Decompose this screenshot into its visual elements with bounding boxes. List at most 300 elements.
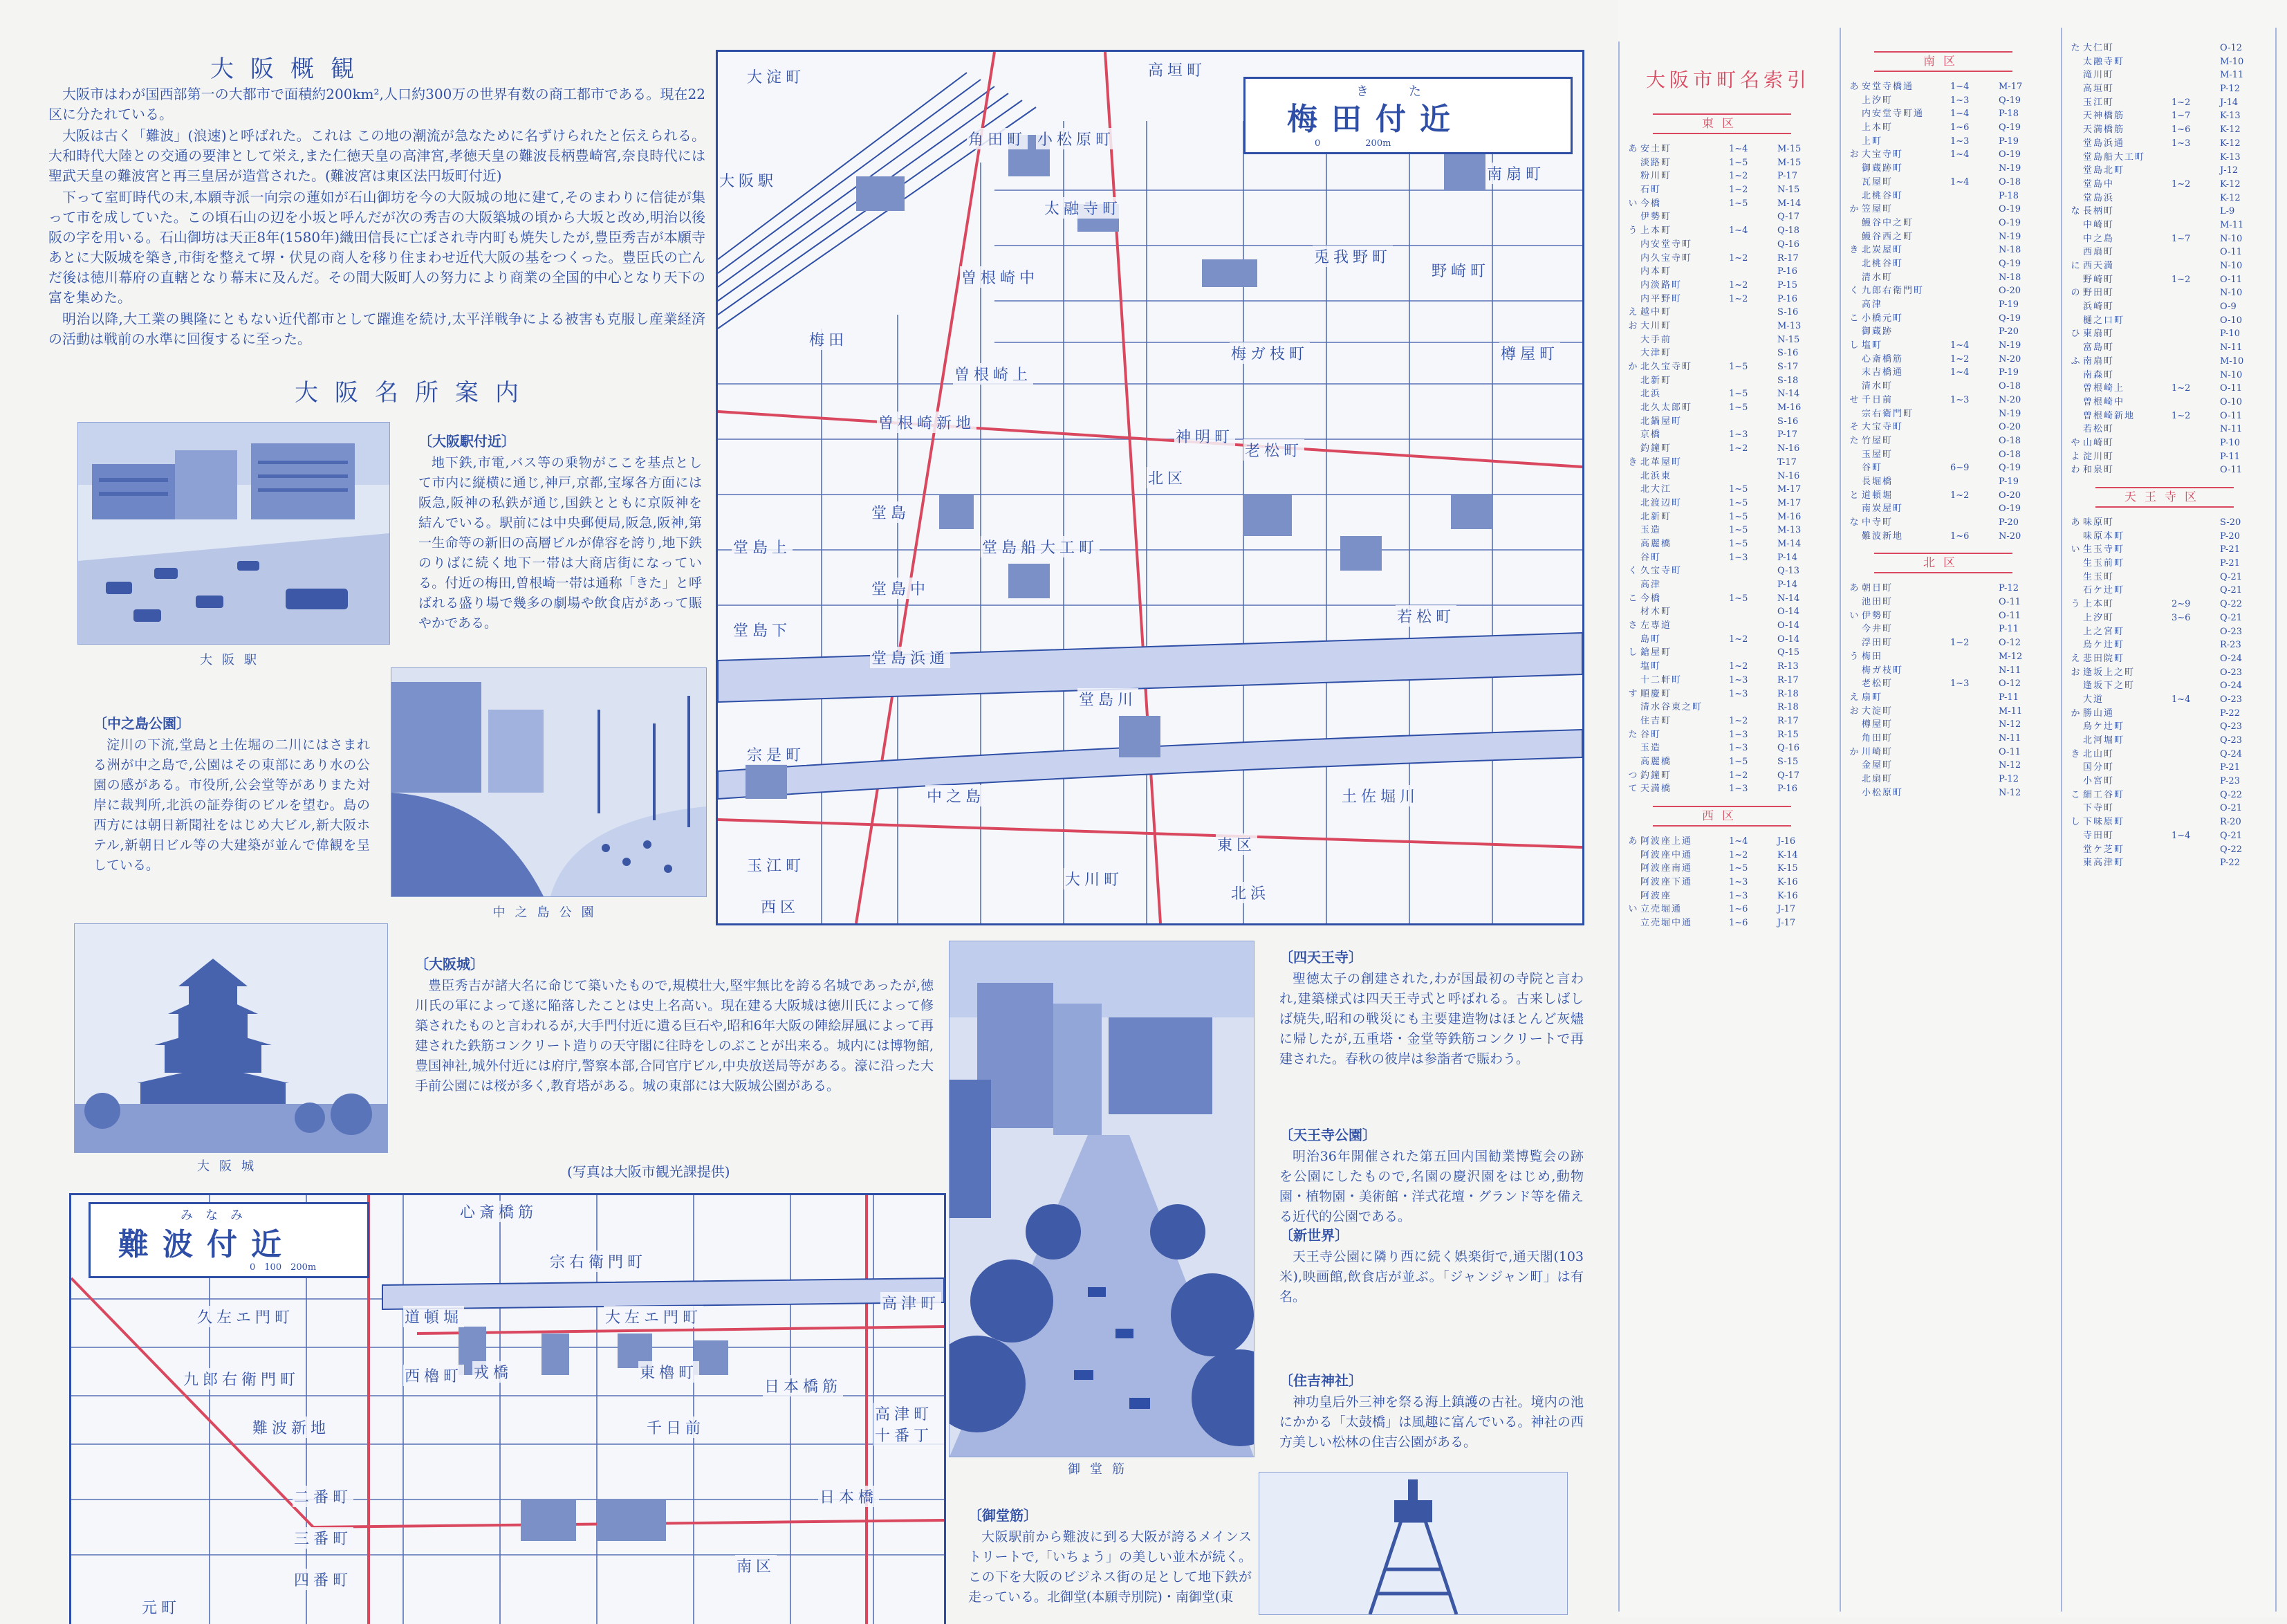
index-row — [1625, 524, 1833, 537]
index-grid-ref: R-15 — [1777, 729, 1799, 740]
index-town-name: 長堀橋 — [1862, 476, 1894, 487]
index-chome: 1~2 — [1950, 490, 1970, 501]
index-row — [1625, 306, 1833, 320]
index-kana — [1625, 156, 1640, 170]
index-chome — [2172, 436, 2220, 450]
card-text: 天王寺公園に隣り西に続く娯楽街で,通天閣(103米),映画館,飲食店が並ぶ。「ジャンジャン町」は有名。 — [1279, 1249, 1584, 1304]
index-town-name: 安土町 — [1640, 144, 1672, 154]
index-kana — [2068, 423, 2083, 436]
index-row — [2068, 286, 2275, 300]
namba-ruby: みなみ — [180, 1208, 255, 1223]
index-row — [1846, 284, 2054, 298]
index-town-name: 高津 — [1640, 580, 1662, 590]
index-town-name: 玉造 — [1640, 743, 1662, 754]
index-grid-ref: Q-21 — [2220, 612, 2243, 623]
index-chome: 1~2 — [1729, 252, 1748, 264]
index-grid-ref: N-10 — [2220, 261, 2243, 271]
umeda-title: 梅田付近 — [1287, 102, 1464, 137]
index-kana — [1625, 510, 1640, 524]
index-chome — [1950, 609, 1999, 623]
index-row — [2068, 151, 2275, 165]
map-label: 四番町 — [293, 1569, 353, 1590]
map-label: 戎橋 — [472, 1361, 514, 1383]
index-town-name: 北桃谷町 — [1862, 190, 1904, 201]
index-chome: 1~3 — [1729, 688, 1748, 699]
index-kana — [1846, 107, 1862, 121]
index-grid-ref: O-20 — [1999, 490, 2021, 501]
index-row — [1625, 347, 1833, 360]
index-row — [1625, 483, 1833, 497]
index-grid-ref: O-18 — [1999, 176, 2021, 187]
index-kana: か — [1849, 204, 1859, 215]
index-row — [2068, 109, 2275, 123]
index-chome — [2172, 584, 2220, 598]
index-kana: に — [2071, 261, 2080, 271]
index-kana — [1625, 347, 1640, 360]
index-row — [1846, 516, 2054, 530]
index-row — [2068, 652, 2275, 666]
index-chome: 1~2 — [1729, 279, 1748, 290]
index-kana: て — [1628, 784, 1638, 795]
index-kana — [2068, 382, 2083, 396]
index-grid-ref: Q-21 — [2220, 571, 2243, 582]
index-chome — [2172, 856, 2220, 870]
index-grid-ref: Q-23 — [2220, 735, 2243, 746]
index-town-name: 細工谷町 — [2083, 789, 2125, 800]
index-row — [1625, 238, 1833, 252]
index-town-name: 大手前 — [1640, 334, 1672, 345]
index-grid-ref: Q-18 — [1777, 225, 1800, 237]
index-chome: 1~5 — [1729, 198, 1748, 209]
index-row — [1625, 769, 1833, 783]
index-chome — [1729, 619, 1777, 633]
map-label: 大淀町 — [746, 66, 806, 87]
index-grid-ref: N-18 — [1999, 272, 2021, 283]
index-chome — [1950, 718, 1999, 732]
card-title: 〔御堂筋〕 — [968, 1507, 1037, 1524]
index-town-name: 清水町 — [1862, 272, 1894, 283]
index-chome — [1950, 407, 1999, 421]
index-kana: う — [1628, 225, 1638, 237]
index-grid-ref: S-20 — [2220, 517, 2241, 528]
index-town-name: 石町 — [1640, 185, 1662, 196]
index-grid-ref: T-17 — [1777, 456, 1797, 468]
index-kana — [1625, 755, 1640, 769]
index-row — [1625, 374, 1833, 388]
index-row — [2068, 707, 2275, 721]
map-label: 堂島船大工町 — [981, 536, 1100, 557]
index-town-name: 京橋 — [1640, 430, 1662, 441]
map-label: 梅田 — [808, 329, 849, 350]
map-label: 堂島中 — [870, 578, 931, 599]
index-grid-ref: O-11 — [1999, 610, 2021, 621]
index-grid-ref: M-14 — [1777, 538, 1802, 549]
index-town-name: 曽根崎上 — [2083, 383, 2125, 394]
index-chome — [1950, 691, 1999, 705]
map-label: 曽根崎新地 — [877, 412, 976, 433]
index-chome — [1950, 502, 1999, 516]
index-kana — [2068, 219, 2083, 232]
index-kana — [1625, 633, 1640, 647]
index-town-name: 池田町 — [1862, 597, 1894, 608]
index-kana — [1625, 714, 1640, 728]
index-kana — [1625, 876, 1640, 889]
index-chome — [2172, 748, 2220, 762]
index-grid-ref: N-10 — [2220, 233, 2243, 244]
index-chome — [2172, 625, 2220, 639]
index-kana: こ — [1849, 313, 1859, 324]
index-town-name: 竹屋町 — [1862, 435, 1894, 446]
index-grid-ref: P-16 — [1777, 293, 1797, 304]
index-chome: 1~2 — [1729, 171, 1748, 182]
index-kana: く — [1849, 286, 1859, 297]
index-town-name: 浜崎町 — [2083, 302, 2115, 313]
index-grid-ref: M-12 — [1999, 651, 2023, 662]
index-town-name: 西扇町 — [2083, 247, 2115, 258]
index-town-name: 北新町 — [1640, 375, 1672, 386]
index-kana — [1625, 428, 1640, 442]
index-chome: 1~5 — [1729, 497, 1748, 508]
index-row — [1625, 537, 1833, 551]
index-row — [1846, 203, 2054, 216]
index-row — [1846, 773, 2054, 786]
index-town-name: 堂島浜 — [2083, 192, 2115, 203]
index-row — [2068, 829, 2275, 843]
index-town-name: 東扇町 — [2083, 329, 2115, 340]
map-label: 北区 — [1147, 467, 1188, 488]
index-grid-ref: O-11 — [1999, 597, 2021, 608]
index-town-name: 心斎橋筋 — [1862, 353, 1904, 365]
index-grid-ref: S-16 — [1777, 307, 1799, 318]
index-chome: 1~5 — [1729, 756, 1748, 767]
index-chome — [2172, 341, 2220, 355]
index-grid-ref: K-13 — [2220, 151, 2241, 163]
index-town-name: 角田町 — [1862, 732, 1894, 744]
index-town-name: 梅田 — [1862, 651, 1883, 662]
map-label: 道頓堀 — [403, 1306, 464, 1327]
map-label: 久左エ門町 — [196, 1306, 295, 1327]
index-grid-ref: N-10 — [2220, 288, 2243, 299]
index-row — [1625, 741, 1833, 755]
index-chome — [1950, 664, 1999, 678]
tsutenkaku-photo — [1259, 1472, 1568, 1615]
index-town-name: 島町 — [1640, 634, 1662, 645]
index-grid-ref: M-13 — [1777, 525, 1802, 536]
index-town-name: 瓦屋町 — [1862, 176, 1894, 187]
index-town-name: 生玉寺町 — [2083, 544, 2125, 555]
map-label: 北浜 — [1230, 882, 1271, 903]
index-town-name: 扇町 — [1862, 692, 1883, 703]
index-chome — [2172, 68, 2220, 82]
index-row — [2068, 611, 2275, 625]
map-label: 日本橋 — [818, 1486, 879, 1507]
index-chome: 1~4 — [1729, 144, 1748, 154]
index-row — [2068, 543, 2275, 557]
index-town-name: 北炭屋町 — [1862, 245, 1904, 256]
osaka-castle-photo — [74, 923, 388, 1153]
index-row — [2068, 382, 2275, 396]
index-grid-ref: N-16 — [1777, 443, 1800, 454]
index-kana — [1625, 701, 1640, 714]
index-kana — [2068, 109, 2083, 123]
index-row — [1625, 889, 1833, 903]
card-tennoji-park — [1279, 1124, 1584, 1227]
index-kana — [1846, 718, 1862, 732]
index-kana — [1846, 636, 1862, 650]
index-row — [1625, 619, 1833, 633]
card-title: 〔中之島公園〕 — [93, 715, 190, 732]
index-grid-ref: P-18 — [1999, 109, 2019, 120]
map-label: 西櫓町 — [403, 1365, 464, 1386]
index-town-name: 烏ケ辻町 — [2083, 721, 2125, 732]
index-chome — [1950, 773, 1999, 786]
index-chome — [1950, 284, 1999, 298]
index-grid-ref: P-11 — [2220, 451, 2240, 462]
index-grid-ref: O-19 — [1999, 149, 2021, 160]
index-row — [2068, 355, 2275, 369]
index-town-name: 寺田町 — [2083, 830, 2115, 841]
index-row — [2068, 219, 2275, 232]
index-kana — [2068, 625, 2083, 639]
index-row — [1846, 353, 2054, 367]
index-kana — [1846, 230, 1862, 244]
index-chome — [2172, 666, 2220, 680]
index-row — [1846, 148, 2054, 162]
index-grid-ref: Q-16 — [1777, 239, 1800, 250]
index-chome — [2172, 734, 2220, 748]
index-row — [1846, 609, 2054, 623]
index-town-name: 内本町 — [1640, 266, 1672, 277]
index-kana — [1625, 889, 1640, 903]
index-grid-ref: P-19 — [1999, 476, 2019, 487]
index-grid-ref: Q-15 — [1777, 647, 1800, 658]
index-chome: 1~5 — [1729, 389, 1748, 400]
index-kana — [2068, 96, 2083, 110]
index-kana: し — [1849, 340, 1859, 351]
card-sumiyoshi — [1279, 1369, 1584, 1452]
index-grid-ref: O-19 — [1999, 204, 2021, 215]
index-row — [2068, 246, 2275, 259]
index-chome: 1~2 — [1729, 661, 1748, 672]
index-town-name: 淡路町 — [1640, 157, 1672, 168]
index-row — [1625, 210, 1833, 224]
index-row — [2068, 369, 2275, 382]
index-grid-ref: N-12 — [1999, 719, 2021, 730]
index-row — [1625, 633, 1833, 647]
index-kana — [1846, 786, 1862, 800]
index-town-name: 北浜東 — [1640, 470, 1672, 481]
index-row — [1625, 456, 1833, 470]
index-town-name: 天神橋筋 — [2083, 111, 2125, 122]
index-grid-ref: K-14 — [1777, 849, 1798, 860]
index-kana: し — [2071, 817, 2080, 828]
index-row — [1846, 176, 2054, 190]
index-chome: 1~6 — [2172, 124, 2191, 136]
index-town-name: 大道 — [2083, 694, 2104, 705]
index-grid-ref: O-21 — [2220, 803, 2243, 814]
map-label: 二番町 — [293, 1486, 353, 1507]
map-label: 若松町 — [1396, 605, 1456, 627]
index-grid-ref: N-19 — [1999, 231, 2021, 242]
index-chome: 1~3 — [1729, 784, 1748, 795]
index-row — [2068, 761, 2275, 775]
index-town-name: 北久太郎町 — [1640, 403, 1693, 414]
map-label: 堂島上 — [732, 536, 793, 557]
index-kana: か — [2071, 708, 2080, 719]
card-title: 〔住吉神社〕 — [1279, 1372, 1362, 1389]
index-kana — [1625, 415, 1640, 429]
index-kana — [1846, 298, 1862, 312]
index-kana — [2068, 82, 2083, 96]
index-row — [1846, 271, 2054, 285]
index-row — [1625, 916, 1833, 930]
index-grid-ref: R-17 — [1777, 674, 1799, 685]
index-chome — [1950, 746, 1999, 759]
index-grid-ref: R-20 — [2220, 817, 2241, 828]
index-row — [2068, 68, 2275, 82]
index-row — [2068, 232, 2275, 246]
index-town-name: 上本町 — [1862, 122, 1894, 133]
index-kana: き — [2071, 748, 2080, 759]
index-chome — [2172, 761, 2220, 775]
index-chome: 1~4 — [1950, 340, 1970, 351]
index-chome — [2172, 205, 2220, 219]
index-row — [1625, 401, 1833, 415]
index-grid-ref: O-11 — [2220, 410, 2243, 421]
card-title: 〔新世界〕 — [1279, 1227, 1349, 1244]
index-grid-ref: O-14 — [1777, 634, 1800, 645]
index-grid-ref: O-23 — [2220, 626, 2243, 637]
index-chome: 1~2 — [2172, 178, 2191, 190]
index-grid-ref: L-9 — [2220, 206, 2235, 217]
map-label: 千日前 — [645, 1417, 706, 1438]
index-chome — [1950, 243, 1999, 257]
index-chome — [2172, 843, 2220, 857]
card-osaka-castle — [415, 953, 934, 1096]
index-chome — [2172, 775, 2220, 788]
index-kana — [2068, 720, 2083, 734]
index-town-name: 堂島船大工町 — [2083, 151, 2146, 163]
index-chome — [2172, 151, 2220, 165]
index-row — [2068, 748, 2275, 762]
index-town-name: 北大江 — [1640, 484, 1672, 495]
caption-midosuji: 御堂筋 — [1068, 1462, 1134, 1477]
index-row — [1625, 142, 1833, 156]
index-chome — [1950, 325, 1999, 339]
index-kana — [1625, 293, 1640, 306]
map-label: 野崎町 — [1430, 259, 1491, 281]
index-town-name: 御蔵跡町 — [1862, 163, 1904, 174]
index-chome: 1~3 — [1950, 95, 1970, 106]
index-chome — [1729, 564, 1777, 578]
index-grid-ref: Q-22 — [2220, 789, 2243, 800]
index-kana — [1625, 210, 1640, 224]
index-town-name: 内淡路町 — [1640, 279, 1683, 290]
index-grid-ref: P-19 — [1999, 136, 2019, 147]
card-text: 明治36年開催された第五回内国勧業博覧会の跡を公園にしたもので,名園の慶沢園をはじめ,動物園・植物園・美術館・洋式花壇・グランド等を備える近代的公園である。 — [1279, 1149, 1584, 1224]
index-chome — [2172, 246, 2220, 259]
map-label: 曽根崎中 — [960, 266, 1040, 288]
map-label: 宗是町 — [746, 744, 806, 765]
index-town-name: 玉屋町 — [1862, 449, 1894, 460]
index-chome — [1950, 162, 1999, 176]
index-kana — [1625, 333, 1640, 347]
index-grid-ref: N-19 — [1999, 408, 2021, 419]
map-label: 元町 — [140, 1596, 182, 1618]
index-grid-ref: J-16 — [1777, 836, 1796, 847]
index-grid-ref: N-12 — [1999, 787, 2021, 798]
index-row — [2068, 856, 2275, 870]
index-row — [2068, 423, 2275, 436]
index-town-name: 野田町 — [2083, 288, 2115, 299]
index-town-name: 高垣町 — [2083, 84, 2115, 95]
index-chome — [2172, 450, 2220, 464]
index-kana — [1846, 475, 1862, 489]
index-kana — [1846, 461, 1862, 475]
index-row — [1625, 333, 1833, 347]
index-chome — [2172, 192, 2220, 205]
index-town-name: 越中町 — [1640, 307, 1672, 318]
index-grid-ref: O-11 — [2220, 247, 2243, 258]
index-row — [1846, 162, 2054, 176]
index-chome — [2172, 720, 2220, 734]
index-chome — [1950, 230, 1999, 244]
index-grid-ref: R-17 — [1777, 252, 1799, 264]
index-kana: う — [1849, 651, 1859, 662]
index-chome: 1~3 — [1729, 430, 1748, 441]
index-town-name: 下味原町 — [2083, 817, 2125, 828]
index-town-name: 上汐町 — [2083, 612, 2115, 623]
index-row — [2068, 273, 2275, 287]
index-town-name: 釣鐘町 — [1640, 443, 1672, 454]
map-label: 曽根崎上 — [953, 363, 1033, 385]
index-grid-ref: M-16 — [1777, 511, 1802, 522]
index-kana — [1625, 442, 1640, 456]
map-label: 東櫓町 — [638, 1361, 699, 1383]
index-chome — [1950, 622, 1999, 636]
index-chome — [1729, 306, 1777, 320]
index-row — [2068, 530, 2275, 544]
index-grid-ref: Q-21 — [2220, 585, 2243, 596]
index-town-name: 堂島浜通 — [2083, 138, 2125, 149]
map-label: 日本橋筋 — [763, 1375, 843, 1396]
umeda-title-box — [1243, 77, 1573, 154]
index-grid-ref: O-18 — [1999, 449, 2021, 460]
index-grid-ref: O-11 — [2220, 383, 2243, 394]
index-chome — [2172, 314, 2220, 328]
index-grid-ref: P-22 — [2220, 858, 2240, 869]
index-row — [1625, 428, 1833, 442]
index-section-header: 天王寺区 — [2095, 487, 2234, 508]
index-town-name: 清水町 — [1862, 381, 1894, 392]
map-label: 土佐堀川 — [1340, 785, 1420, 806]
index-kana — [1625, 916, 1640, 930]
index-kana — [1625, 470, 1640, 483]
index-grid-ref: O-11 — [1999, 746, 2021, 757]
index-grid-ref: P-11 — [1999, 692, 2019, 703]
index-town-name: 烏ケ辻町 — [2083, 640, 2125, 651]
namba-title: 難波付近 — [118, 1227, 295, 1262]
card-title: 〔四天王寺〕 — [1279, 949, 1362, 966]
index-grid-ref: P-16 — [1777, 266, 1797, 277]
index-chome: 1~7 — [2172, 111, 2191, 122]
index-row — [1625, 578, 1833, 592]
index-row — [1846, 746, 2054, 759]
index-row — [1625, 701, 1833, 714]
index-chome: 1~2 — [1729, 634, 1748, 645]
index-kana: ひ — [2071, 329, 2080, 340]
index-chome: 1~6 — [1729, 904, 1748, 915]
